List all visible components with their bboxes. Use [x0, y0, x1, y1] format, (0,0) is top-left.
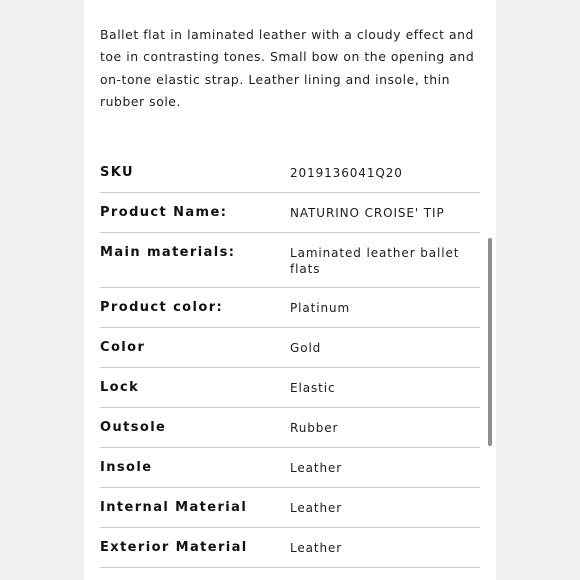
spec-row-main-materials: [100, 233, 480, 288]
spec-table: [100, 153, 480, 568]
spec-row-exterior-material: [100, 528, 480, 568]
spec-value: Platinum: [290, 301, 351, 315]
spec-value: Leather: [290, 461, 343, 475]
spec-label: Internal Material: [100, 500, 248, 515]
spec-label: Main materials:: [100, 245, 236, 260]
spec-value: Leather: [290, 541, 343, 555]
product-description: Ballet flat in laminated leather with a cloudy effect and toe in contrasting tones. Small bow on the opening and on-tone elastic strap. Leather lining and insole, thin rubber sole.: [100, 27, 475, 110]
spec-row-insole: [100, 448, 480, 488]
spec-value: 2019136041Q20: [290, 166, 403, 180]
spec-row-product-color: [100, 288, 480, 328]
spec-label: Lock: [100, 380, 140, 395]
spec-label: Outsole: [100, 420, 167, 435]
spec-row-color: [100, 328, 480, 368]
spec-label: SKU: [100, 165, 134, 180]
spec-label: Exterior Material: [100, 540, 248, 555]
spec-row-internal-material: [100, 488, 480, 528]
spec-value: Elastic: [290, 381, 336, 395]
spec-label: Color: [100, 340, 146, 355]
spec-value: Rubber: [290, 421, 339, 435]
spec-row-outsole: [100, 408, 480, 448]
spec-label: Product Name:: [100, 205, 228, 220]
spec-row-product-name: [100, 193, 480, 233]
scrollbar-thumb[interactable]: [488, 238, 492, 446]
spec-value: Gold: [290, 341, 322, 355]
spec-value: NATURINO CROISE' TIP: [290, 206, 445, 220]
spec-value: Leather: [290, 501, 343, 515]
spec-row-lock: [100, 368, 480, 408]
spec-label: Product color:: [100, 300, 224, 315]
spec-row-sku: [100, 153, 480, 193]
product-details-panel: [84, 0, 496, 580]
spec-label: Insole: [100, 460, 153, 475]
spec-value: Laminated leather ballet flats: [290, 246, 460, 276]
